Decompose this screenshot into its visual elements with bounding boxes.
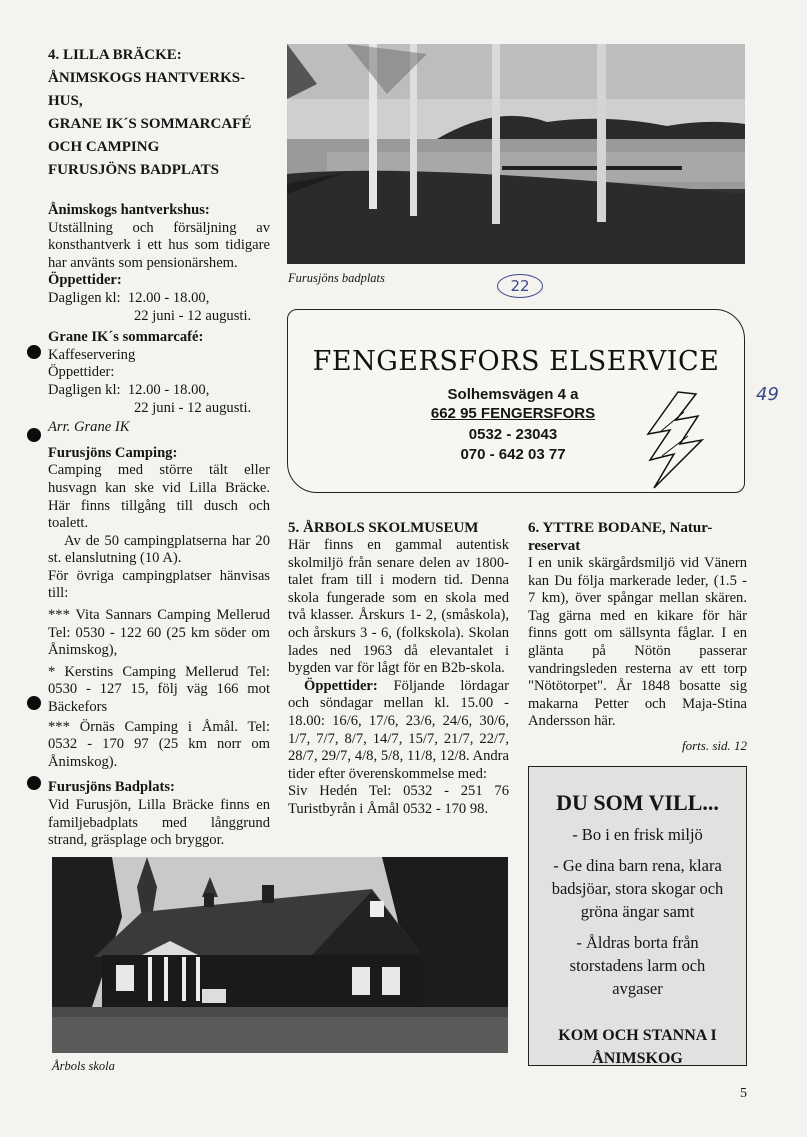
section-6-heading-line: 6. YTTRE BODANE, Natur- bbox=[528, 520, 713, 536]
continued-note: forts. sid. 12 bbox=[681, 737, 747, 753]
ad-street: Solhemsvägen 4 a bbox=[447, 386, 579, 403]
fengersfors-advertisement bbox=[287, 309, 745, 493]
hantverkshus-text: Utställning och försäljning av konsthantverk i ett hus som tidigare har använts som pensionärshem. bbox=[48, 219, 270, 271]
camping-kerstins: * Kerstins Camping Mellerud Tel: 0530 - 127 15, följ väg 166 mot Bäckefors bbox=[48, 663, 270, 716]
section-6-heading-line: reservat bbox=[528, 538, 581, 554]
section-4-heading-line: GRANE IK´S SOMMARCAFÉ bbox=[48, 116, 252, 132]
lake-scene-image bbox=[287, 44, 745, 264]
hours-time: 12.00 - 18.00, bbox=[127, 289, 210, 306]
skolmuseum-hours bbox=[288, 678, 509, 784]
camping-text: Camping med större tält eller husvagn kan ske vid Lilla Bräcke. Här finns tillgång till dusch och toalett. bbox=[48, 462, 270, 532]
camping-vita-sannars: *** Vita Sannars Camping Mellerud Tel: 0530 - 122 60 (25 km söder om Ånimskog), bbox=[48, 607, 270, 659]
ad-phone-2: 070 - 642 03 77 bbox=[460, 446, 566, 463]
lightning-bolt-icon bbox=[640, 390, 710, 490]
cafe-title: Grane IK´s sommarcafé: bbox=[48, 329, 204, 346]
circled-number-text: 22 bbox=[510, 277, 530, 295]
cafe-hours bbox=[48, 382, 270, 400]
cafe-line: Kaffeservering bbox=[48, 346, 136, 363]
margin-bullet bbox=[27, 776, 41, 790]
bottom-photo-caption: Årbols skola bbox=[52, 1059, 115, 1073]
ad-phone-1: 0532 - 23043 bbox=[468, 426, 558, 443]
promo-line-2: - Ge dina barn rena, klara badsjöar, stora skogar och gröna ängar samt bbox=[551, 856, 724, 921]
camping-text-3: För övriga campingplatser hänvisas till: bbox=[48, 567, 270, 602]
margin-bullet bbox=[27, 696, 41, 710]
section-4-heading-line: OCH CAMPING bbox=[48, 139, 160, 155]
hours-day: Dagligen kl: bbox=[48, 289, 121, 306]
section-4-heading-line: ÅNIMSKOGS HANTVERKS- bbox=[48, 70, 246, 86]
margin-bullet bbox=[27, 428, 41, 442]
promo-line-1: - Bo i en frisk miljö bbox=[572, 825, 703, 844]
cafe-oppettider: Öppettider: bbox=[48, 364, 115, 381]
right-column bbox=[528, 519, 747, 755]
camping-text-2: Av de 50 campingplatserna har 20 st. elanslutning (10 A). bbox=[48, 532, 270, 567]
camping-title: Furusjöns Camping: bbox=[48, 444, 178, 461]
section-4-heading-line: 4. LILLA BRÄCKE: bbox=[48, 47, 182, 63]
furusjon-beach-photo bbox=[287, 44, 745, 264]
section-5-heading: 5. ÅRBOLS SKOLMUSEUM bbox=[288, 520, 479, 536]
cafe-time: 12.00 - 18.00, bbox=[127, 381, 210, 398]
ad-company-name: FENGERSFORS ELSERVICE bbox=[312, 346, 720, 377]
top-photo-caption: Furusjöns badplats bbox=[288, 271, 385, 285]
hantverkshus-period: 22 juni - 12 augusti. bbox=[134, 307, 252, 324]
handwritten-margin-number: 49 bbox=[756, 384, 779, 405]
skolmuseum-text: Här finns en gammal autentisk skolmiljö från senare delen av 1800-talet fram till i modern tid. Denna skola fungerade som en skola med två klasser. Årskurs 1- 2, (småskola), och årskurs 3 - 6, (folkskola). Skolan lades ned 1963 då elevantalet i bygden var för lågt för en B2b-skola. bbox=[288, 537, 509, 677]
hantverkshus-title: Ånimskogs hantverkshus: bbox=[48, 202, 210, 218]
margin-bullet bbox=[27, 345, 41, 359]
section-4-heading-line: FURUSJÖNS BADPLATS bbox=[48, 162, 219, 178]
skolmuseum-dates: Följande lördagar och söndagar mellan kl. 15.00 - 18.00: 16/6, 17/6, 23/6, 24/6, 30/6, 1/7, 7/7, 8/7, 14/7, 15/7, 21/7, 22/7, 28/7, 29/7, 4/8, 5/8, 11/8, 12/8. Andra tider efter överenskommelse med: bbox=[288, 677, 509, 782]
cafe-arranger: Arr. Grane IK bbox=[48, 419, 130, 436]
promo-footer: KOM OCH STANNA I ÅNIMSKOG bbox=[558, 1027, 717, 1067]
section-4-heading-line: HUS, bbox=[48, 93, 83, 109]
arbols-school-photo bbox=[52, 857, 508, 1053]
skolmuseum-contact: Siv Hedén Tel: 0532 - 251 76 Turistbyrån i Åmål 0532 - 170 98. bbox=[288, 783, 509, 817]
middle-column bbox=[288, 519, 509, 819]
promo-title: DU SOM VILL... bbox=[556, 790, 719, 815]
badplats-text: Vid Furusjön, Lilla Bräcke finns en familjebadplats med långgrund strand, gräsplage och bryggor. bbox=[48, 797, 270, 849]
skolmuseum-oppettider-label: Öppettider: bbox=[304, 677, 378, 694]
hantverkshus-oppettider-label: Öppettider: bbox=[48, 272, 122, 289]
handwritten-circled-number bbox=[497, 274, 543, 298]
promo-box bbox=[528, 766, 747, 1066]
school-house-image bbox=[52, 857, 508, 1053]
badplats-title: Furusjöns Badplats: bbox=[48, 779, 175, 796]
camping-ornas: *** Örnäs Camping i Åmål. Tel: 0532 - 170 97 (25 km norr om Ånimskog). bbox=[48, 718, 270, 770]
yttre-bodane-text: I en unik skärgårdsmiljö vid Vänern kan Du följa markerade leder, (1.5 - 7 km), över spångar mellan skären. Tag gärna med en kikare för här finns gott om sällsynta fåglar. I en glänta på Nötön passerar vandringsleden resterna av ett torp "Nötötorpet". År 1848 bosatte sig makarna Petter och Maja-Stina Andersson här. bbox=[528, 555, 747, 730]
cafe-period: 22 juni - 12 augusti. bbox=[134, 399, 252, 416]
hantverkshus-hours bbox=[48, 290, 270, 308]
page-number: 5 bbox=[740, 1086, 747, 1101]
promo-line-3: - Åldras borta från storstadens larm och avgaser bbox=[569, 933, 706, 998]
ad-postal: 662 95 FENGERSFORS bbox=[430, 405, 596, 422]
left-column bbox=[48, 44, 270, 850]
cafe-day: Dagligen kl: bbox=[48, 381, 121, 398]
